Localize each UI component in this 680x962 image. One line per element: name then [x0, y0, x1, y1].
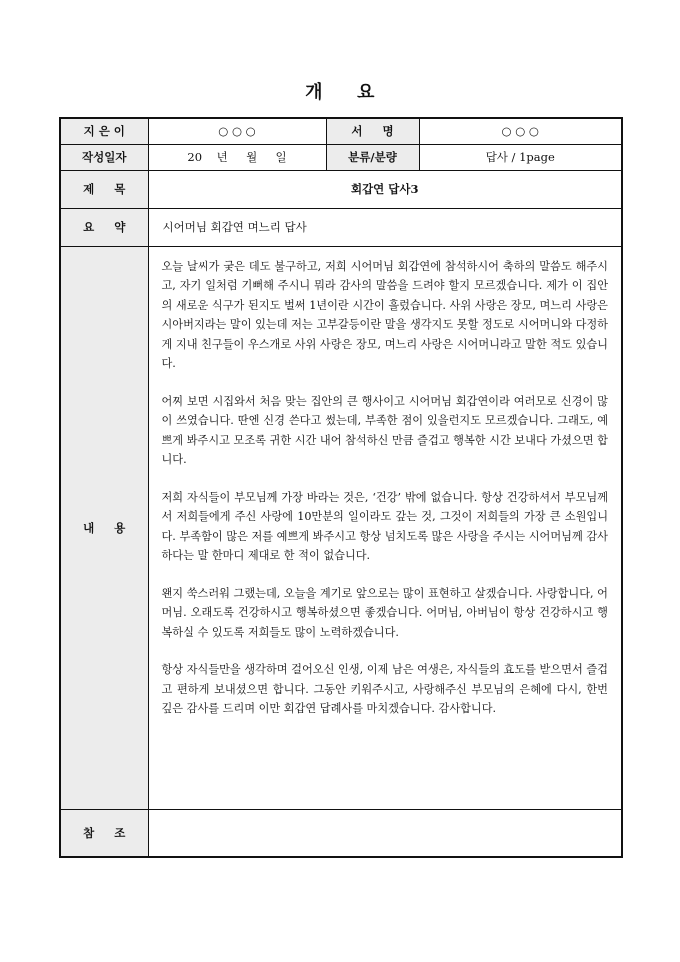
reference-value: [148, 809, 622, 857]
date-value: 20 년 월 일: [148, 144, 326, 170]
reference-row: [60, 809, 622, 857]
content-paragraph: 항상 자식들만을 생각하며 걸어오신 인생, 이제 남은 여생은, 자식들의 효도를 받으면서 즐겁고 편하게 보내셨으면 합니다. 그동안 키워주시고, 사랑해주신 부모님의 은혜에 다시, 한번 깊은 감사를 드리며 이만 회갑연 답례사를 마치겠습니다. 감사합니다.: [161, 663, 608, 715]
document-title: [0, 78, 680, 104]
subject-value: 회갑연 답사3: [148, 170, 622, 208]
author-value: ○ ○ ○: [148, 118, 326, 144]
date-row: [60, 144, 622, 170]
subject-label: 제 목: [60, 170, 148, 208]
author-row: [60, 118, 622, 144]
content-paragraph: 왠지 쑥스러워 그랬는데, 오늘을 계기로 앞으로는 많이 표현하고 살겠습니다. 사랑합니다, 어머님. 오래도록 건강하시고 행복하셨으면 좋겠습니다. 어머님, 아버님이 항상 건강하시고 행복하실 수 있도록 저희들도 많이 노력하겠습니다.: [161, 586, 608, 639]
summary-value: 시어머님 회갑연 며느리 답사: [148, 208, 622, 246]
subject-row: [60, 170, 622, 208]
content-paragraph: 저희 자식들이 부모님께 가장 바라는 것은, ‘건강’ 밖에 없습니다. 항상 건강하셔서 부모님께서 저희들에게 주신 사랑에 10만분의 일이라도 갚는 것, 그것이 저희들의 가장 큰 소원입니다. 부족함이 많은 저를 예쁘게 봐주시고 항상 넘치도록 많은 사랑을 주시는 시어머님께 감사하다는 말 한마디 제대로 한 적이 없습니다.: [161, 490, 608, 562]
category-label: 분류/분량: [326, 144, 419, 170]
content-paragraph: 어찌 보면 시집와서 처음 맞는 집안의 큰 행사이고 시어머님 회갑연이라 여러모로 신경이 많이 쓰였습니다. 딴엔 신경 쓴다고 썼는데, 부족한 점이 있을런지도 모르겠습니다. 그래도, 예쁘게 봐주시고 모조록 귀한 시간 내어 참석하신 만큼 즐겁고 행복한 시간 보내다 가셨으면 합니다.: [161, 394, 608, 466]
document-title-part1: 개: [305, 82, 323, 103]
category-value: 답사 / 1page: [419, 144, 622, 170]
summary-form-table: [59, 117, 623, 858]
content-label: 내 용: [60, 246, 148, 809]
summary-row: [60, 208, 622, 246]
reference-label: 참 조: [60, 809, 148, 857]
signature-value: ○ ○ ○: [419, 118, 622, 144]
date-label: 작성일자: [60, 144, 148, 170]
signature-label: 서 명: [326, 118, 419, 144]
document-title-part2: 요: [357, 82, 375, 103]
content-row: [60, 246, 622, 809]
content-body: [148, 246, 622, 809]
content-paragraph: 오늘 날씨가 궂은 데도 불구하고, 저희 시어머님 회갑연에 참석하시어 축하의 말씀도 해주시고, 자기 일처럼 기뻐해 주시니 뭐라 감사의 말씀을 드려야 할지 모르겠습니다. 제가 이 집안의 새로운 식구가 된지도 벌써 1년이란 시간이 흘렀습니다. 사위 사랑은 장모, 며느리 사랑은 시아버지라는 말이 있는데 저는 고부갈등이란 말을 생각지도 못할 정도로 시어머니와 다정하게 지내 친구들이 우스개로 사위 사랑은 장모, 며느리 사랑은 시어머니라고 말한 적도 있습니다.: [161, 259, 608, 370]
summary-label: 요 약: [60, 208, 148, 246]
author-label: 지 은 이: [60, 118, 148, 144]
